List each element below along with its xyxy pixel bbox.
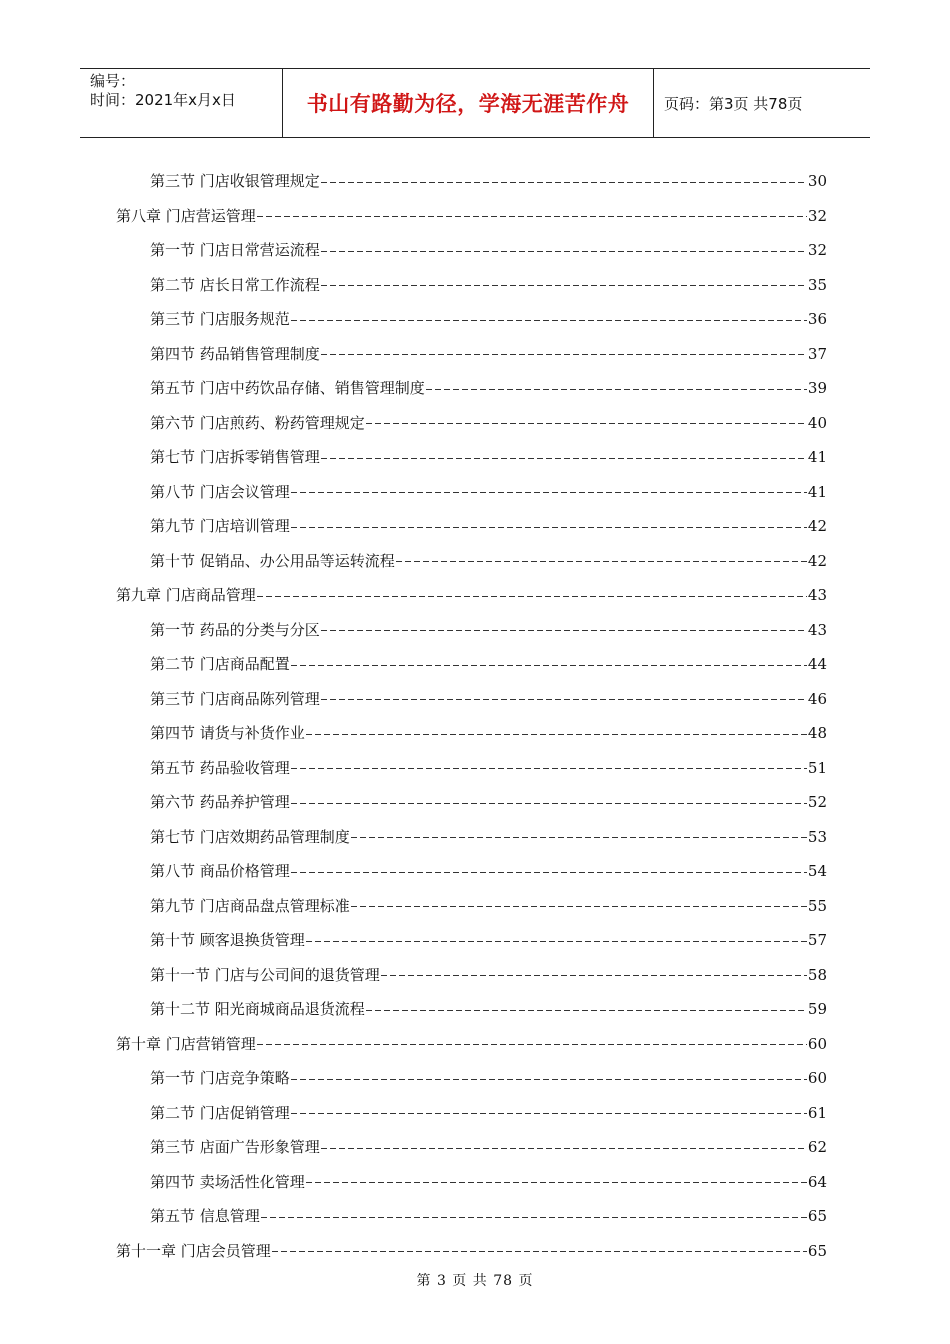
toc-dot-leader bbox=[321, 251, 807, 252]
toc-entry-page-number: 32 bbox=[807, 241, 827, 259]
toc-section-entry bbox=[150, 480, 827, 504]
toc-entry-page-number: 64 bbox=[807, 1172, 827, 1191]
toc-entry-page-number: 35 bbox=[807, 275, 827, 294]
toc-entry-page-number: 60 bbox=[807, 1069, 827, 1087]
toc-entry-title: 第六节 药品养护管理 bbox=[150, 793, 290, 811]
toc-entry-page-number: 44 bbox=[807, 655, 827, 673]
toc-dot-leader bbox=[291, 768, 807, 769]
toc-entry-title: 第十节 顾客退换货管理 bbox=[150, 931, 305, 949]
toc-entry-title: 第四节 药品销售管理制度 bbox=[150, 344, 320, 363]
toc-section-entry bbox=[150, 997, 827, 1021]
toc-dot-leader bbox=[261, 1217, 807, 1218]
toc-section-entry bbox=[150, 514, 827, 538]
toc-dot-leader bbox=[426, 389, 807, 390]
toc-entry-title: 第一节 门店日常营运流程 bbox=[150, 241, 320, 259]
toc-dot-leader bbox=[291, 872, 807, 873]
toc-dot-leader bbox=[272, 1251, 807, 1252]
toc-dot-leader bbox=[257, 596, 807, 597]
toc-entry-page-number: 43 bbox=[807, 620, 827, 639]
toc-dot-leader bbox=[366, 423, 807, 424]
toc-section-entry bbox=[150, 376, 827, 400]
toc-entry-page-number: 39 bbox=[807, 379, 827, 397]
toc-entry-page-number: 42 bbox=[807, 517, 827, 535]
toc-section-entry bbox=[150, 825, 827, 849]
toc-entry-title: 第四节 卖场活性化管理 bbox=[150, 1172, 305, 1191]
header-page-info: 页码：第3页 共78页 bbox=[664, 94, 803, 113]
toc-entry-title: 第三节 店面广告形象管理 bbox=[150, 1138, 320, 1156]
toc-entry-page-number: 37 bbox=[807, 344, 827, 363]
toc-entry-title: 第九章 门店商品管理 bbox=[116, 586, 256, 604]
toc-entry-title: 第十节 促销品、办公用品等运转流程 bbox=[150, 551, 395, 570]
toc-entry-title: 第八节 门店会议管理 bbox=[150, 482, 290, 501]
toc-dot-leader bbox=[321, 285, 807, 286]
toc-dot-leader bbox=[381, 975, 807, 976]
toc-section-entry bbox=[150, 618, 827, 642]
toc-entry-page-number: 62 bbox=[807, 1138, 827, 1156]
toc-entry-page-number: 41 bbox=[807, 482, 827, 501]
toc-entry-page-number: 57 bbox=[807, 931, 827, 949]
toc-entry-title: 第七节 门店拆零销售管理 bbox=[150, 448, 320, 466]
toc-entry-title: 第九节 门店商品盘点管理标准 bbox=[150, 896, 350, 915]
toc-chapter-entry bbox=[116, 1239, 827, 1263]
toc-section-entry bbox=[150, 963, 827, 987]
toc-entry-title: 第一节 门店竞争策略 bbox=[150, 1069, 290, 1087]
toc-section-entry bbox=[150, 1170, 827, 1194]
toc-section-entry bbox=[150, 687, 827, 711]
toc-entry-title: 第五节 门店中药饮品存储、销售管理制度 bbox=[150, 379, 425, 397]
toc-section-entry bbox=[150, 652, 827, 676]
toc-section-entry bbox=[150, 756, 827, 780]
toc-entry-page-number: 61 bbox=[807, 1103, 827, 1122]
toc-section-entry bbox=[150, 721, 827, 745]
toc-dot-leader bbox=[396, 561, 807, 562]
toc-dot-leader bbox=[257, 216, 807, 217]
toc-entry-page-number: 48 bbox=[807, 724, 827, 742]
toc-dot-leader bbox=[321, 354, 807, 355]
toc-entry-page-number: 43 bbox=[807, 586, 827, 604]
toc-entry-page-number: 58 bbox=[807, 965, 827, 984]
toc-entry-title: 第二节 门店促销管理 bbox=[150, 1103, 290, 1122]
toc-entry-title: 第十章 门店营销管理 bbox=[116, 1034, 256, 1053]
toc-dot-leader bbox=[291, 1079, 807, 1080]
toc-section-entry bbox=[150, 928, 827, 952]
toc-dot-leader bbox=[321, 1148, 807, 1149]
toc-entry-page-number: 42 bbox=[807, 551, 827, 570]
toc-entry-title: 第五节 药品验收管理 bbox=[150, 758, 290, 777]
toc-entry-title: 第五节 信息管理 bbox=[150, 1207, 260, 1225]
toc-entry-title: 第四节 请货与补货作业 bbox=[150, 724, 305, 742]
toc-entry-page-number: 53 bbox=[807, 827, 827, 846]
toc-entry-title: 第一节 药品的分类与分区 bbox=[150, 620, 320, 639]
toc-entry-page-number: 51 bbox=[807, 758, 827, 777]
toc-entry-title: 第二节 门店商品配置 bbox=[150, 655, 290, 673]
toc-dot-leader bbox=[306, 1182, 807, 1183]
toc-section-entry bbox=[150, 342, 827, 366]
toc-chapter-entry bbox=[116, 583, 827, 607]
toc-section-entry bbox=[150, 411, 827, 435]
page-footer: 第 3 页 共 78 页 bbox=[416, 1273, 534, 1289]
toc-entry-title: 第十一章 门店会员管理 bbox=[116, 1241, 271, 1260]
toc-section-entry bbox=[150, 859, 827, 883]
toc-dot-leader bbox=[291, 665, 807, 666]
toc-entry-title: 第八节 商品价格管理 bbox=[150, 862, 290, 880]
toc-section-entry bbox=[150, 307, 827, 331]
header-motto: 书山有路勤为径，学海无涯苦作舟 bbox=[306, 92, 630, 116]
toc-section-entry bbox=[150, 238, 827, 262]
toc-dot-leader bbox=[257, 1044, 807, 1045]
toc-section-entry bbox=[150, 1204, 827, 1228]
toc-dot-leader bbox=[366, 1010, 807, 1011]
toc-entry-page-number: 46 bbox=[807, 689, 827, 708]
toc-entry-title: 第三节 门店商品陈列管理 bbox=[150, 689, 320, 708]
toc-dot-leader bbox=[321, 458, 807, 459]
toc-entry-page-number: 54 bbox=[807, 862, 827, 880]
toc-entry-page-number: 36 bbox=[807, 310, 827, 328]
toc-dot-leader bbox=[306, 941, 807, 942]
toc-entry-page-number: 55 bbox=[807, 896, 827, 915]
toc-chapter-entry bbox=[116, 204, 827, 228]
toc-dot-leader bbox=[306, 734, 807, 735]
toc-entry-title: 第八章 门店营运管理 bbox=[116, 206, 256, 225]
toc-entry-page-number: 60 bbox=[807, 1034, 827, 1053]
toc-entry-page-number: 65 bbox=[807, 1207, 827, 1225]
toc-entry-title: 第九节 门店培训管理 bbox=[150, 517, 290, 535]
document-code-label: 编号： bbox=[90, 72, 136, 90]
toc-entry-page-number: 65 bbox=[807, 1241, 827, 1260]
toc-entry-page-number: 52 bbox=[807, 793, 827, 811]
toc-section-entry bbox=[150, 1066, 827, 1090]
toc-section-entry bbox=[150, 1135, 827, 1159]
toc-dot-leader bbox=[291, 492, 807, 493]
toc-section-entry bbox=[150, 273, 827, 297]
toc-entry-title: 第十一节 门店与公司间的退货管理 bbox=[150, 965, 380, 984]
toc-entry-title: 第三节 门店服务规范 bbox=[150, 310, 290, 328]
toc-dot-leader bbox=[321, 182, 807, 183]
toc-dot-leader bbox=[321, 630, 807, 631]
toc-dot-leader bbox=[291, 803, 807, 804]
toc-entry-title: 第六节 门店煎药、粉药管理规定 bbox=[150, 413, 365, 432]
document-time-label: 时间：2021年x月x日 bbox=[90, 91, 236, 109]
toc-entry-page-number: 40 bbox=[807, 413, 827, 432]
toc-entry-title: 第七节 门店效期药品管理制度 bbox=[150, 827, 350, 846]
toc-section-entry bbox=[150, 549, 827, 573]
toc-entry-page-number: 41 bbox=[807, 448, 827, 466]
toc-dot-leader bbox=[351, 837, 807, 838]
toc-section-entry bbox=[150, 445, 827, 469]
toc-entry-title: 第三节 门店收银管理规定 bbox=[150, 172, 320, 190]
toc-section-entry bbox=[150, 894, 827, 918]
toc-entry-page-number: 30 bbox=[807, 172, 827, 190]
toc-dot-leader bbox=[291, 1113, 807, 1114]
toc-entry-page-number: 32 bbox=[807, 206, 827, 225]
toc-dot-leader bbox=[291, 320, 807, 321]
toc-dot-leader bbox=[291, 527, 807, 528]
toc-entry-page-number: 59 bbox=[807, 1000, 827, 1018]
toc-dot-leader bbox=[321, 699, 807, 700]
toc-dot-leader bbox=[351, 906, 807, 907]
toc-entry-title: 第十二节 阳光商城商品退货流程 bbox=[150, 1000, 365, 1018]
toc-section-entry bbox=[150, 169, 827, 193]
toc-chapter-entry bbox=[116, 1032, 827, 1056]
toc-entry-title: 第二节 店长日常工作流程 bbox=[150, 275, 320, 294]
toc-section-entry bbox=[150, 1101, 827, 1125]
toc-section-entry bbox=[150, 790, 827, 814]
